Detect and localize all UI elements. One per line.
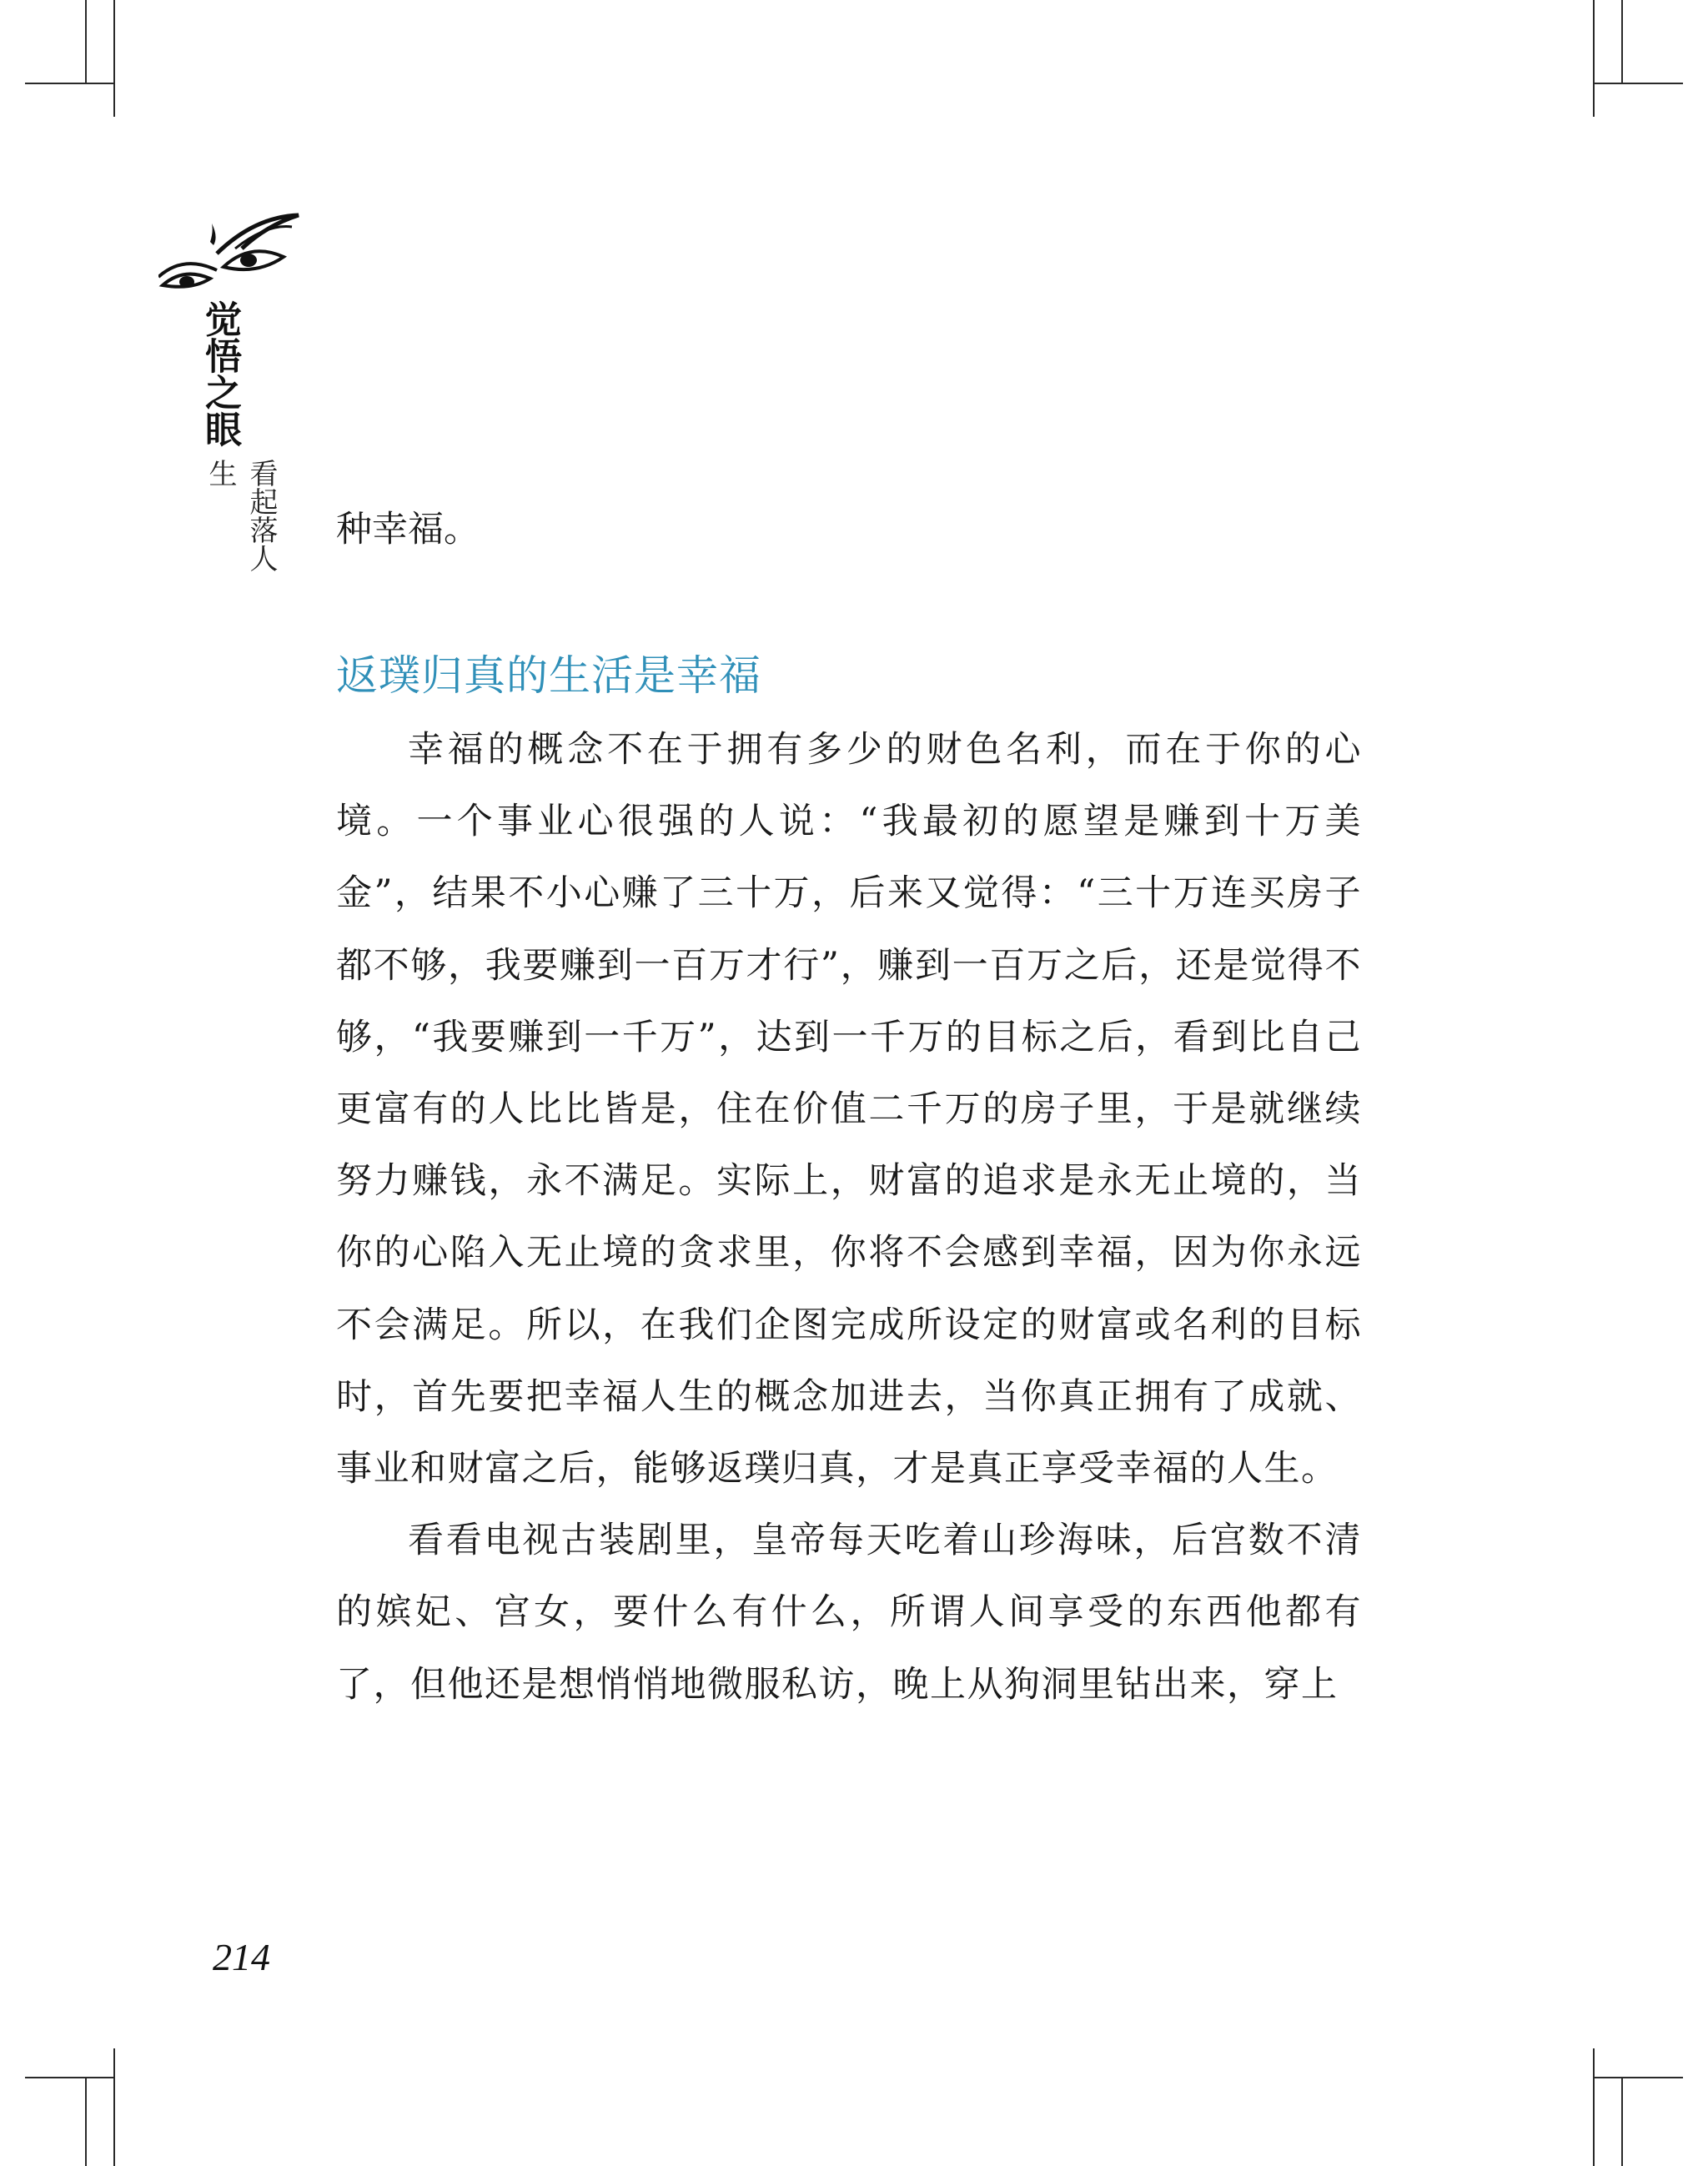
crop-mark-bottom-left-v2: [113, 2048, 115, 2166]
crop-mark-top-left-v2: [85, 0, 87, 83]
watchful-eyes-logo-icon: [158, 209, 300, 300]
crop-mark-top-right-h: [1593, 83, 1683, 84]
page-content: [336, 494, 1362, 1721]
leading-text: 种幸福。: [336, 509, 480, 550]
crop-mark-bottom-left-h: [25, 2077, 115, 2078]
crop-mark-top-right-v2: [1621, 0, 1623, 83]
crop-mark-top-left-h: [25, 83, 115, 84]
crop-mark-top-left-v: [113, 0, 115, 117]
crop-mark-bottom-left-v: [85, 2077, 87, 2166]
paragraph: 看看电视古装剧里，皇帝每天吃着山珍海味，后宫数不清的嫔妃、宫女，要什么有什么，所谓人间享受的东西他都有了，但他还是想悄悄地微服私访，晚上从狗洞里钻出来，穿上: [336, 1520, 1362, 1706]
crop-mark-top-right-v: [1593, 0, 1595, 117]
crop-mark-bottom-right-v2: [1593, 2048, 1595, 2166]
paragraph: 幸福的概念不在于拥有多少的财色名利，而在于你的心境。一个事业心很强的人说：“我最初的愿望是赚到十万美金”，结果不小心赚了三十万，后来又觉得：“三十万连买房子都不够，我要赚到一百万才行”，赚到一百万之后，还是觉得不够，“我要赚到一千万”，达到一千万的目标之后，看到比自己更富有的人比比皆是，住在价值二千万的房子里，于是就继续努力赚钱，永不满足。实际上，财富的追求是永无止境的，当你的心陷入无止境的贪求里，你将不会感到幸福，因为你永远不会满足。所以，在我们企图完成所设定的财富或名利的目标时，首先要把幸福人生的概念加进去，当你真正拥有了成就、事业和财富之后，能够返璞归真，才是真正享受幸福的人生。: [336, 729, 1362, 1490]
page-number: 214: [213, 1936, 270, 1978]
crop-mark-bottom-right-v: [1621, 2077, 1623, 2166]
series-title: 觉悟之眼: [198, 300, 241, 447]
crop-mark-bottom-right-h: [1593, 2077, 1683, 2078]
series-sidebar: [158, 209, 278, 592]
section-heading: 返璞归真的生活是幸福: [336, 651, 761, 700]
series-subtitle: 看起落人生: [203, 459, 278, 572]
